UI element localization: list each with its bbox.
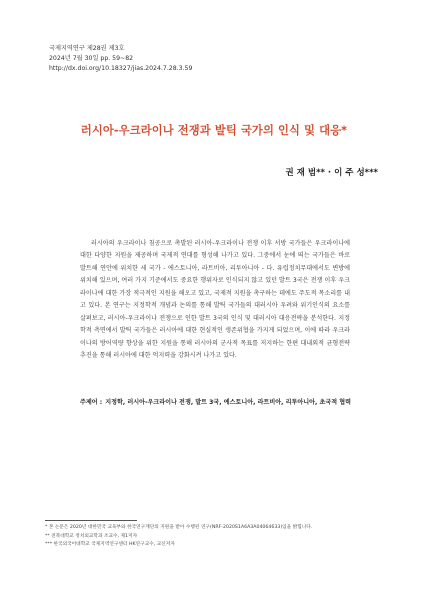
keywords-label: 주제어 : (80, 399, 103, 406)
keywords (80, 397, 360, 410)
footnotes (45, 524, 385, 550)
abstract (80, 238, 350, 363)
journal-date-pages: 2024년 7월 30일 pp. 59~82 (49, 55, 134, 62)
abstract-text: 러시아의 우크라이나 침공으로 촉발된 러시아-우크라이나 전쟁 이후 서방 국가들은 우크라이나에 대한 다양한 지원을 제공하며 국제적 연대를 형성해 나가고 있다. 그중에서 눈에 띄는 국가들은 바로 발트해 연안에 위치한 세 국가 - 에스토니아, 라트비아, 리투아니아 - 다. 유럽정치무대에서도 변방에 위치해 있으며, 여러 가지 기준에서도 중요한 행위자로 인식되지 않고 있던 발트 3국은 전쟁 이후 우크라이나에 대한 가장 적극적인 지원을 해오고 있고, 국제적 지원을 촉구하는 데에도 주도적 목소리를 내고 있다. 본 연구는 지정학적 개념과 논의를 통해 발틱 국가들의 대러시아 우려와 위기인식의 요소를 살펴보고, 러시아-우크라이나 전쟁으로 인한 발트 3국의 인식 및 대러시아 대응전략을 분석한다. 지정학적 측면에서 발틱 국가들은 러시아에 대한 현실적인 생존위협을 가지게 되었으며, 이에 따라 우크라이나의 방어역량 향상을 위한 지원을 통해 러시아의 군사적 목표를 저지하는 한편 대내외적 균형전략 추진을 통해 러시아에 대한 억지력을 강화시켜 나가고 있다. (80, 240, 350, 360)
doi-link[interactable]: http://dx.doi.org/10.18327/jias.2024.7.28.3.59 (49, 65, 193, 72)
footnote-first-author: ** 전북대학교 정치외교학과 조교수, 제1저자 (45, 533, 138, 539)
footnote-corresponding-author: *** 한국외국어대학교 국제지역연구센터 HK연구교수, 교신저자 (45, 542, 175, 547)
journal-header (49, 44, 192, 74)
keywords-text: 지정학, 러시아-우크라이나 전쟁, 발트 3국, 에스토니아, 라트비아, 리투아니아, 초국적 협력 (105, 399, 352, 406)
footnote-divider (45, 520, 137, 521)
journal-name: 국제지역연구 제28권 제3호 (49, 45, 125, 52)
footnote-funding: * 본 논문은 2020년 대한민국 교육부와 한국연구재단의 지원을 받아 수행된 연구(NRF-2020S1A6A3A04064633)임을 밝힙니다. (45, 525, 313, 530)
paper-title: 러시아-우크라이나 전쟁과 발틱 국가의 인식 및 대응* (80, 124, 348, 137)
paper-authors: 권 재 범** · 이 주 성*** (285, 168, 378, 178)
